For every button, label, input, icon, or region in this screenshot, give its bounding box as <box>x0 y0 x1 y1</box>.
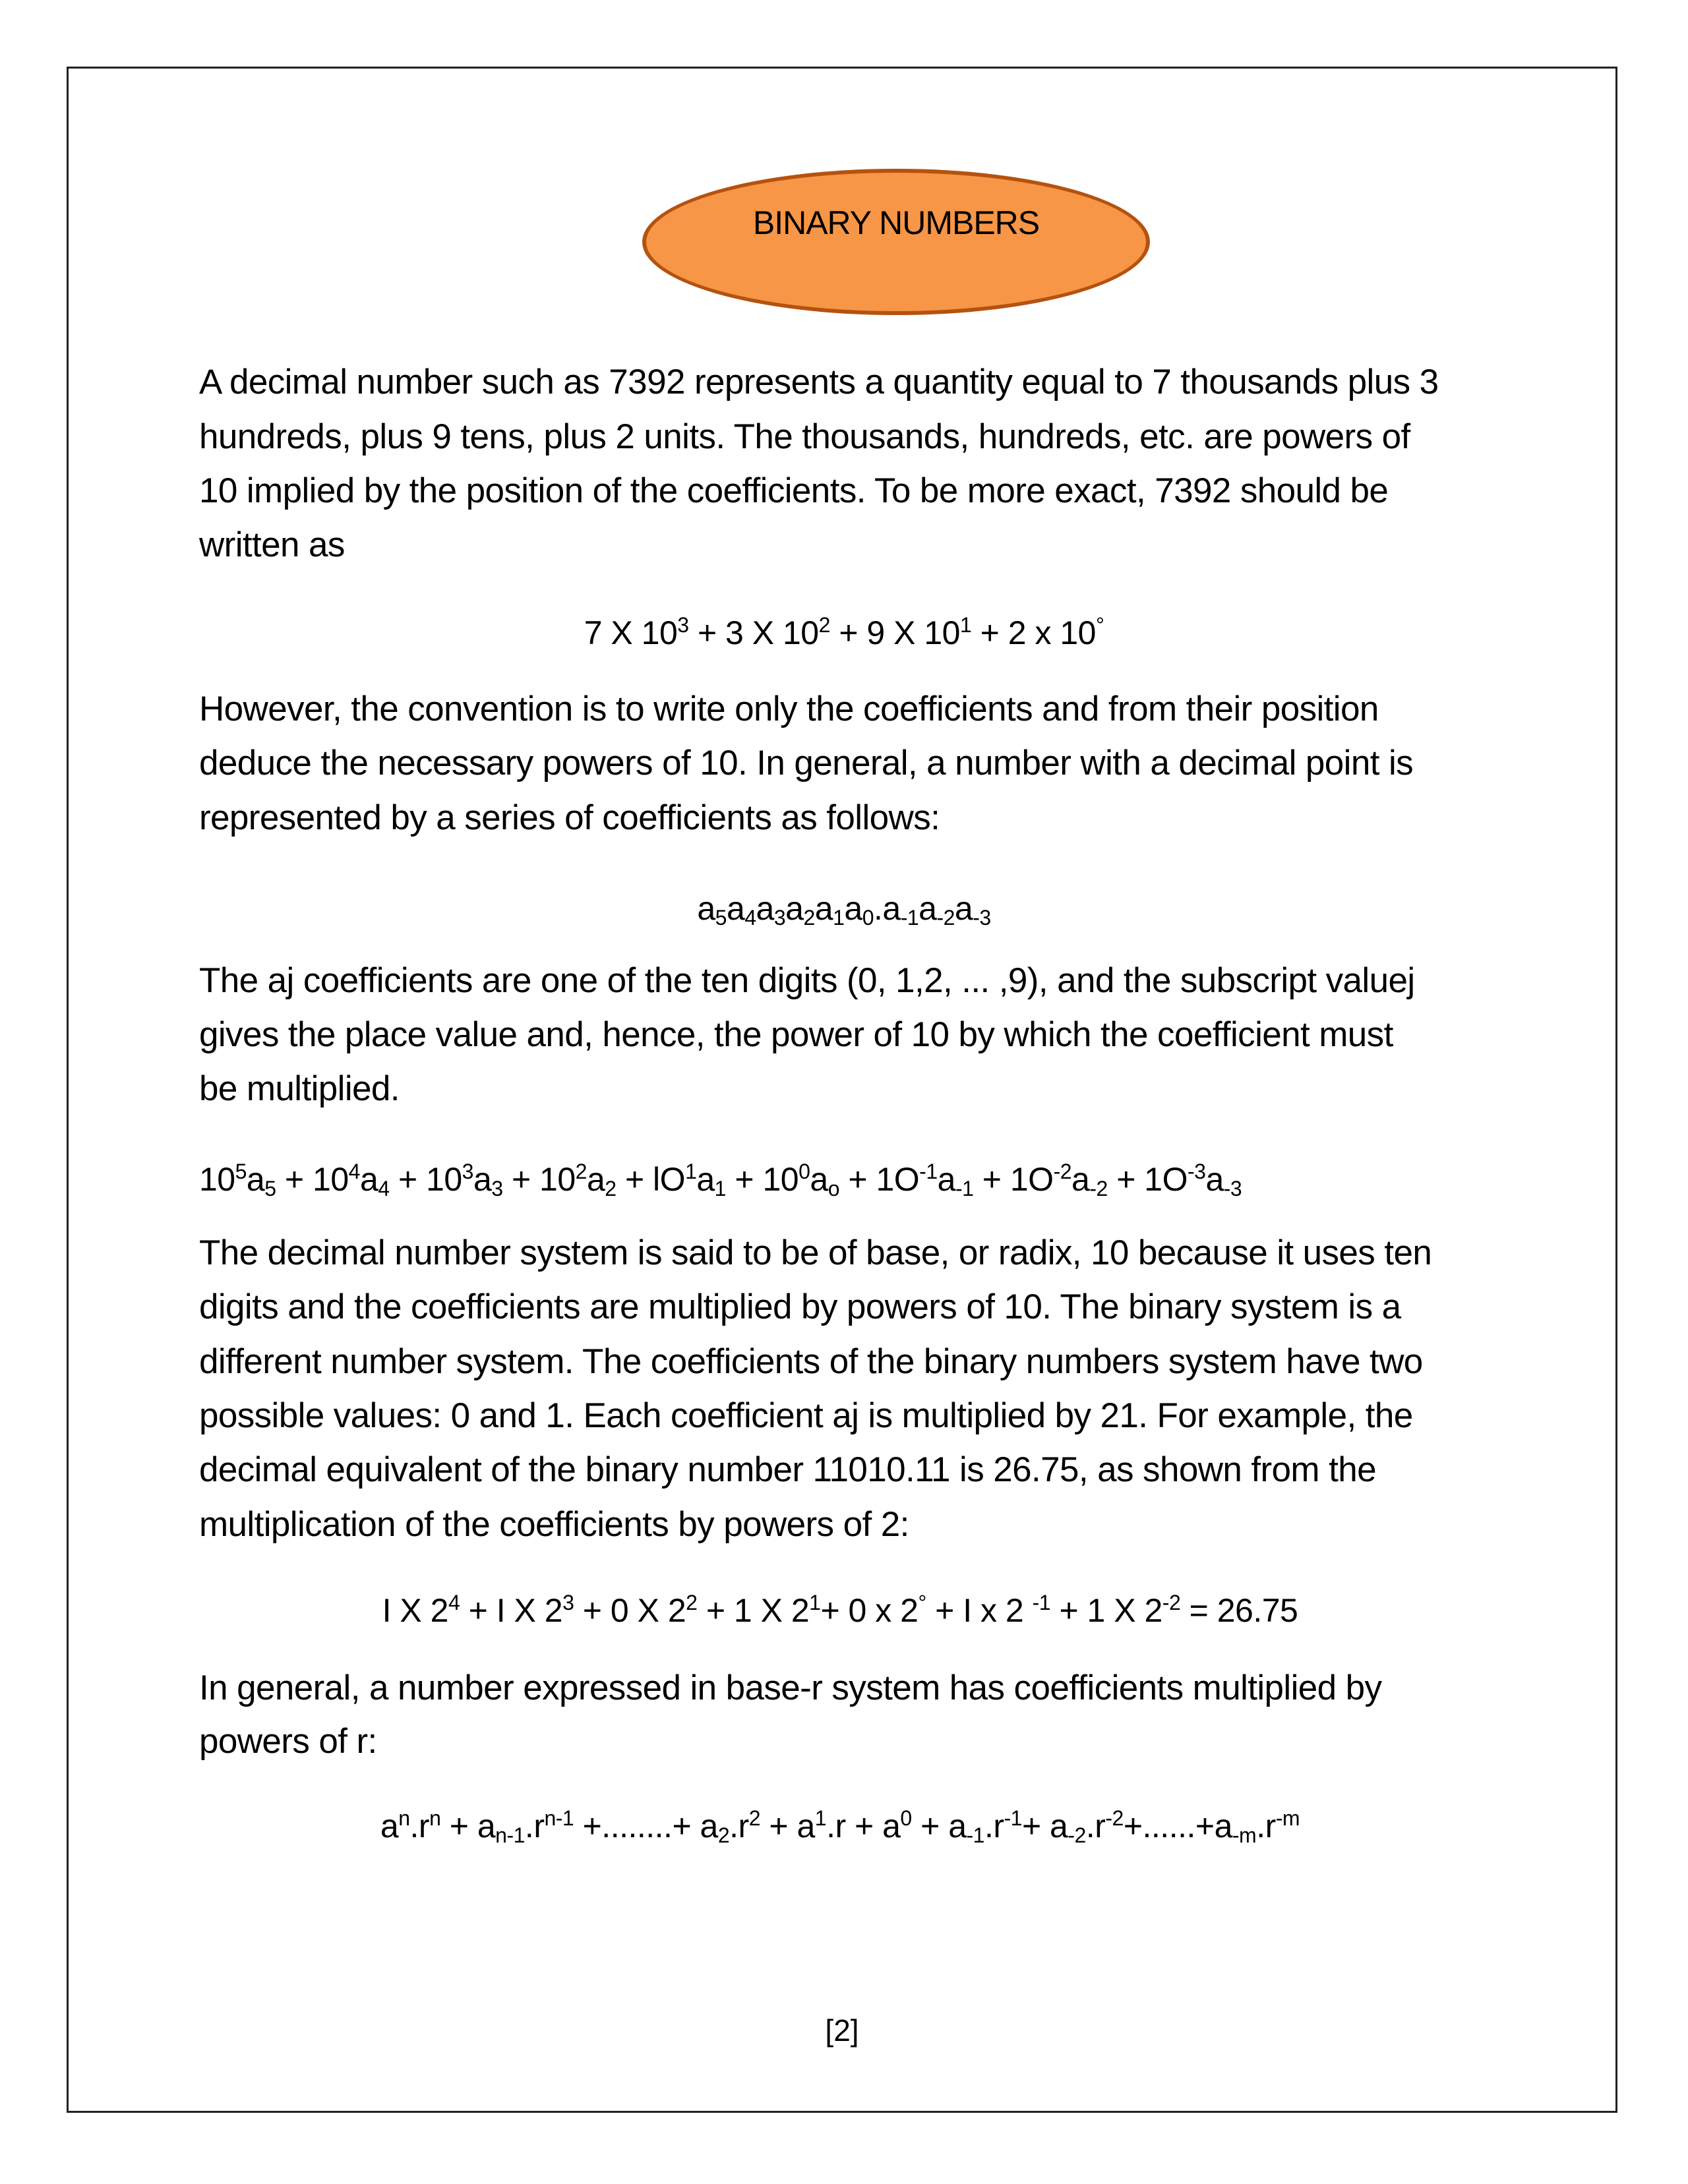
equation-text: a <box>1071 1161 1090 1198</box>
equation-text: + 0 x 2 <box>820 1592 919 1629</box>
equation-text: a <box>726 890 745 927</box>
subscript: 1 <box>833 906 845 930</box>
equation-3 <box>199 1152 1242 1206</box>
superscript: -1 <box>919 1160 938 1183</box>
equation-text: a <box>814 890 833 927</box>
superscript: -1 <box>1004 1806 1022 1830</box>
equation-text: a <box>696 1161 715 1198</box>
paragraph-2-line: represented by a series of coefficients as follows: <box>199 798 940 837</box>
subscript: -1 <box>966 1823 984 1847</box>
equation-5 <box>0 1799 1684 1853</box>
equation-text: + 1 X 2 <box>697 1592 810 1629</box>
subscript: -3 <box>1223 1177 1242 1200</box>
superscript: 2 <box>686 1591 698 1614</box>
superscript: -1 <box>1032 1591 1051 1614</box>
paragraph-1-line: hundreds, plus 9 tens, plus 2 units. The thousands, hundreds, etc. are powers of <box>199 417 1410 456</box>
equation-text: +........+ a <box>574 1808 718 1845</box>
subscript: 1 <box>714 1177 726 1200</box>
equation-text: .r <box>1085 1808 1106 1845</box>
equation-text: + 10 <box>502 1161 576 1198</box>
equation-text: .r <box>409 1808 430 1845</box>
subscript: -2 <box>936 906 955 930</box>
superscript: n <box>429 1806 441 1830</box>
superscript: 1 <box>814 1806 827 1830</box>
paragraph-4-line: decimal equivalent of the binary number 11010.11 is 26.75, as shown from the <box>199 1450 1376 1489</box>
superscript: n-1 <box>544 1806 574 1830</box>
equation-text: .r + a <box>826 1808 901 1845</box>
page-number: [2] <box>825 2013 859 2048</box>
equation-text: + 9 X 10 <box>829 614 960 651</box>
paragraph-4-line: The decimal number system is said to be of base, or radix, 10 because it uses ten <box>199 1233 1432 1272</box>
superscript: 2 <box>575 1160 587 1183</box>
superscript: ° <box>918 1591 926 1614</box>
equation-text: a <box>844 890 862 927</box>
equation-text: + a <box>440 1808 496 1845</box>
equation-text: a <box>756 890 774 927</box>
paragraph-4-line: multiplication of the coefficients by powers of 2: <box>199 1505 909 1544</box>
subscript: 2 <box>717 1823 730 1847</box>
equation-text: + 1O <box>973 1161 1054 1198</box>
subscript: 4 <box>744 906 756 930</box>
paragraph-4-line: possible values: 0 and 1. Each coefficient aj is multiplied by 21. For example, the <box>199 1396 1413 1435</box>
subscript: -3 <box>973 906 991 930</box>
subscript: 0 <box>862 906 874 930</box>
superscript: 3 <box>462 1160 473 1183</box>
superscript: -2 <box>1105 1806 1124 1830</box>
subscript: -1 <box>900 906 919 930</box>
equation-text: + 3 X 10 <box>688 614 819 651</box>
paragraph-4-line: digits and the coefficients are multiplied by powers of 10. The binary system is a <box>199 1287 1401 1326</box>
paragraph-1-line: written as <box>199 525 345 564</box>
superscript: 1 <box>685 1160 697 1183</box>
paragraph-4-line: different number system. The coefficients of the binary numbers system have two <box>199 1342 1423 1381</box>
paragraph-2-line: deduce the necessary powers of 10. In general, a number with a decimal point is <box>199 744 1414 782</box>
equation-text: + a <box>1021 1808 1068 1845</box>
equation-text: + 2 x 10 <box>971 614 1096 651</box>
equation-text: + I x 2 <box>926 1592 1033 1629</box>
subscript: 3 <box>491 1177 503 1200</box>
superscript: -m <box>1275 1806 1300 1830</box>
equation-text: + 10 <box>725 1161 799 1198</box>
equation-text: .r <box>1256 1808 1276 1845</box>
superscript: 1 <box>809 1591 821 1614</box>
subscript: 2 <box>803 906 815 930</box>
equation-text: .r <box>524 1808 545 1845</box>
subscript: n-1 <box>495 1823 525 1847</box>
superscript: n <box>398 1806 410 1830</box>
equation-text: .r <box>984 1808 1004 1845</box>
paragraph-3-line: The aj coefficients are one of the ten digits (0, 1,2, ... ,9), and the subscript valuej <box>199 961 1415 1000</box>
equation-4 <box>0 1583 1684 1638</box>
superscript: 2 <box>748 1806 760 1830</box>
equation-text: a <box>246 1161 265 1198</box>
superscript: 2 <box>818 613 830 637</box>
equation-text: + a <box>760 1808 815 1845</box>
equation-text: a <box>937 1161 955 1198</box>
equation-text: + 0 X 2 <box>574 1592 686 1629</box>
equation-text: a <box>785 890 804 927</box>
superscript: 3 <box>677 613 689 637</box>
equation-text: 7 X 10 <box>584 614 678 651</box>
subscript: 3 <box>773 906 786 930</box>
superscript: 0 <box>799 1160 810 1183</box>
equation-text: + 10 <box>276 1161 349 1198</box>
subscript: -1 <box>955 1177 974 1200</box>
subscript: -2 <box>1089 1177 1108 1200</box>
superscript: 4 <box>348 1160 360 1183</box>
superscript: 0 <box>900 1806 912 1830</box>
paragraph-1-line: A decimal number such as 7392 represents a quantity equal to 7 thousands plus 3 <box>199 363 1439 401</box>
equation-text: a <box>586 1161 605 1198</box>
superscript: -2 <box>1162 1591 1181 1614</box>
superscript: ° <box>1095 613 1104 637</box>
equation-1 <box>0 606 1688 660</box>
superscript: 4 <box>448 1591 460 1614</box>
subscript: 5 <box>264 1177 276 1200</box>
equation-text: .a <box>873 890 901 927</box>
equation-text: a <box>359 1161 378 1198</box>
paragraph-2-line: However, the convention is to write only the coefficients and from their position <box>199 690 1379 728</box>
equation-text: a <box>919 890 937 927</box>
subscript: -2 <box>1068 1823 1086 1847</box>
paragraph-3-line: be multiplied. <box>199 1069 400 1108</box>
equation-text: + 1O <box>839 1161 920 1198</box>
equation-text: a <box>810 1161 828 1198</box>
paragraph-1-line: 10 implied by the position of the coefficients. To be more exact, 7392 should be <box>199 471 1389 510</box>
subscript: o <box>828 1177 839 1200</box>
equation-text: a <box>1205 1161 1224 1198</box>
equation-text: .r <box>729 1808 749 1845</box>
page-title: BINARY NUMBERS <box>752 204 1040 241</box>
superscript: -2 <box>1053 1160 1072 1183</box>
equation-text: + I X 2 <box>460 1592 563 1629</box>
paragraph-5-line: In general, a number expressed in base-r system has coefficients multiplied by <box>199 1668 1382 1707</box>
equation-text: a <box>473 1161 492 1198</box>
equation-text: a <box>697 890 715 927</box>
paragraph-5-line: powers of r: <box>199 1722 377 1761</box>
equation-text: = 26.75 <box>1180 1592 1298 1629</box>
superscript: 1 <box>959 613 972 637</box>
subscript: -m <box>1232 1823 1257 1847</box>
equation-text: I X 2 <box>382 1592 448 1629</box>
equation-text: +......+a <box>1123 1808 1232 1845</box>
subscript: 2 <box>605 1177 617 1200</box>
superscript: 5 <box>235 1160 247 1183</box>
equation-text: + a <box>911 1808 967 1845</box>
subscript: 4 <box>378 1177 390 1200</box>
equation-text: a <box>380 1808 399 1845</box>
equation-text: + 10 <box>389 1161 462 1198</box>
equation-2 <box>0 881 1688 935</box>
equation-text: 10 <box>199 1161 235 1198</box>
paragraph-3-line: gives the place value and, hence, the power of 10 by which the coefficient must <box>199 1015 1393 1054</box>
equation-text: + lO <box>616 1161 686 1198</box>
equation-text: + 1O <box>1107 1161 1188 1198</box>
subscript: 5 <box>715 906 727 930</box>
superscript: -3 <box>1187 1160 1206 1183</box>
superscript: 3 <box>562 1591 574 1614</box>
equation-text: a <box>954 890 973 927</box>
equation-text: + 1 X 2 <box>1050 1592 1162 1629</box>
